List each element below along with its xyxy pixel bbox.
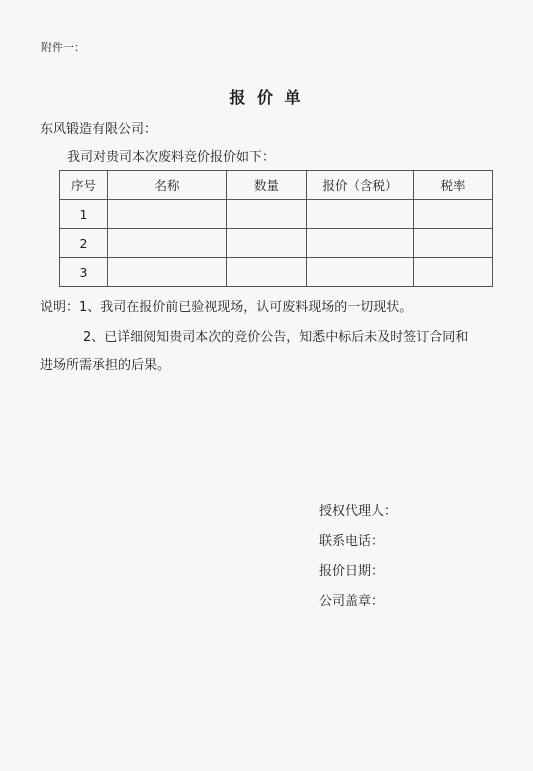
col-header-quantity: 数量 <box>227 171 307 200</box>
table-row <box>60 200 493 229</box>
cell-tax-rate[interactable] <box>414 258 493 287</box>
table-header-row <box>60 171 493 200</box>
cell-quantity[interactable] <box>227 229 307 258</box>
cell-index: 2 <box>60 229 108 258</box>
cell-index: 3 <box>60 258 108 287</box>
cell-name[interactable] <box>108 258 227 287</box>
attachment-label: 附件一： <box>41 41 85 54</box>
cell-price[interactable] <box>307 200 414 229</box>
signature-agent-label: 授权代理人： <box>319 504 398 519</box>
cell-name[interactable] <box>108 229 227 258</box>
cell-index: 1 <box>60 200 108 229</box>
col-header-price: 报价（含税） <box>307 171 414 200</box>
signature-seal-label: 公司盖章： <box>319 594 385 609</box>
signature-date-label: 报价日期： <box>319 564 385 579</box>
col-header-name: 名称 <box>108 171 227 200</box>
table-row <box>60 258 493 287</box>
signature-phone-label: 联系电话： <box>319 534 385 549</box>
cell-quantity[interactable] <box>227 200 307 229</box>
cell-price[interactable] <box>307 258 414 287</box>
note-line-2: 2、已详细阅知贵司本次的竞价公告，知悉中标后未及时签订合同和 <box>83 330 469 345</box>
quote-table <box>59 170 493 287</box>
note-line-1: 说明：1、我司在报价前已验视现场，认可废料现场的一切现状。 <box>40 300 413 315</box>
cell-quantity[interactable] <box>227 258 307 287</box>
intro-text: 我司对贵司本次废料竞价报价如下： <box>67 150 276 165</box>
cell-tax-rate[interactable] <box>414 229 493 258</box>
cell-name[interactable] <box>108 200 227 229</box>
cell-tax-rate[interactable] <box>414 200 493 229</box>
cell-price[interactable] <box>307 229 414 258</box>
col-header-tax-rate: 税率 <box>414 171 493 200</box>
note-line-3: 进场所需承担的后果。 <box>40 358 171 373</box>
document-title: 报 价 单 <box>229 88 304 107</box>
table-row <box>60 229 493 258</box>
recipient-line: 东风锻造有限公司： <box>40 122 158 137</box>
col-header-index: 序号 <box>60 171 108 200</box>
